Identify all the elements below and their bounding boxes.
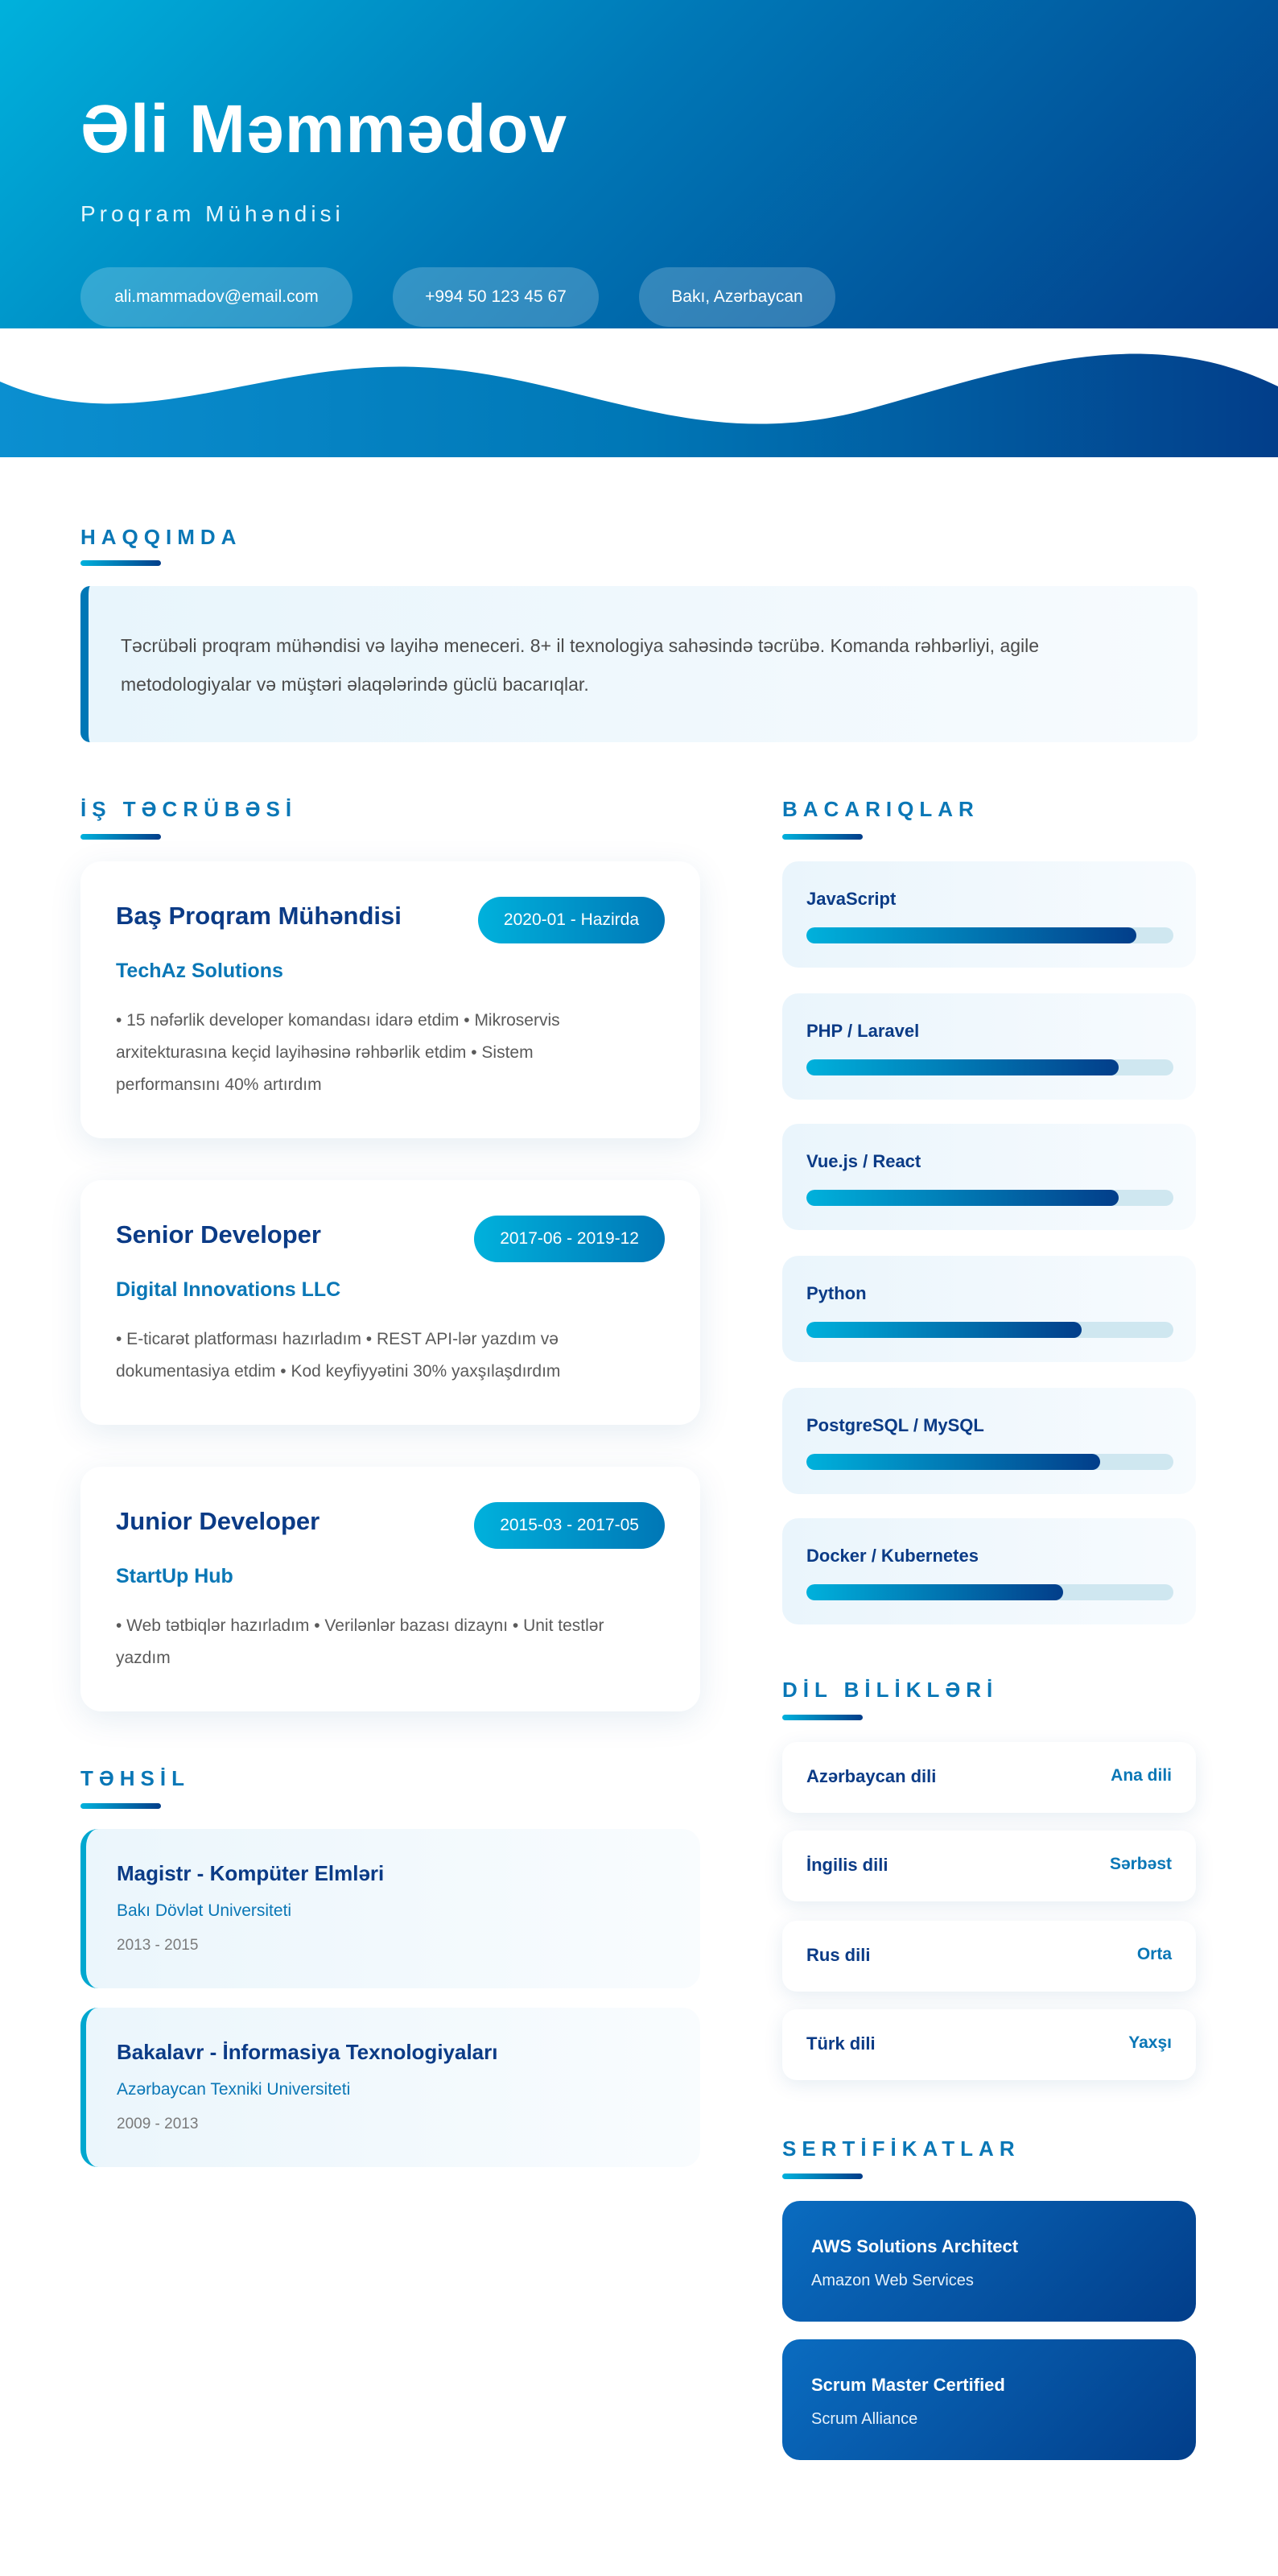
skill-bar-track [806,927,1173,943]
language-name: Azərbaycan dili [806,1766,937,1786]
language-card [782,1921,1196,1992]
section-underline [80,1803,161,1809]
certificate-card [782,2339,1196,2460]
education-school: Azərbaycan Texniki Universiteti [117,2080,351,2099]
skill-card [782,1518,1196,1624]
job-title: Proqram Mühəndisi [80,201,344,226]
skill-name: PostgreSQL / MySQL [806,1415,984,1435]
education-years: 2013 - 2015 [117,1937,199,1954]
experience-company: TechAz Solutions [116,960,283,982]
skill-name: PHP / Laravel [806,1021,920,1041]
experience-date-badge: 2017-06 - 2019-12 [474,1216,665,1262]
experience-description: • Web tətbiqlər hazırladım • Verilənlər bazası dizaynı • Unit testlər yazdım [116,1616,604,1667]
experience-card [80,1467,700,1711]
language-level: Yaxşı [1128,2033,1172,2052]
section-title-experience: İŞ TƏCRÜBƏSİ [80,797,298,821]
education-degree: Bakalavr - İnformasiya Texnologiyaları [117,2040,498,2064]
education-degree: Magistr - Kompüter Elmləri [117,1861,385,1885]
skill-name: Vue.js / React [806,1151,921,1171]
education-card [80,2008,700,2167]
certificate-issuer: Amazon Web Services [811,2272,974,2289]
skill-bar-fill [806,1190,1119,1206]
section-title-languages: DİL BİLİKLƏRİ [782,1678,999,1702]
certificate-name: AWS Solutions Architect [811,2236,1019,2256]
section-underline [782,1715,863,1720]
section-title-certificates: SERTİFİKATLAR [782,2136,1020,2161]
language-name: İngilis dili [806,1855,888,1875]
skill-card [782,1124,1196,1230]
section-underline [782,834,863,840]
certificate-card [782,2201,1196,2322]
skill-card [782,861,1196,968]
experience-role: Senior Developer [116,1220,321,1249]
certificate-name: Scrum Master Certified [811,2375,1005,2395]
experience-role: Junior Developer [116,1507,320,1535]
certificate-issuer: Scrum Alliance [811,2410,918,2428]
education-school: Bakı Dövlət Universiteti [117,1901,292,1920]
experience-card [80,1180,700,1425]
skill-name: Docker / Kubernetes [806,1546,979,1566]
language-level: Orta [1136,1945,1172,1963]
section-underline [782,2174,863,2179]
section-title-education: TƏHSİL [80,1766,190,1790]
section-title-about: HAQQIMDA [80,525,242,549]
education-years: 2009 - 2013 [117,2116,199,2132]
skill-bar-track [806,1059,1173,1075]
about-text: Təcrübəli proqram mühəndisi və layihə meneceri. 8+ il texnologiya sahəsində təcrübə. Komanda rəhbərliyi, agile metodologiyalar və müştəri əlaqələrində güclü bacarıqlar. [121,635,1040,695]
skill-bar-track [806,1454,1173,1470]
skill-bar-fill [806,927,1136,943]
experience-company: StartUp Hub [116,1565,233,1587]
person-name: Əli Məmmədov [80,91,568,167]
contact-location: Bakı, Azərbaycan [639,267,835,327]
experience-date-badge: 2020-01 - Hazirda [478,897,665,943]
experience-description: • E-ticarət platforması hazırladım • REST API-lər yazdım və dokumentasiya etdim • Kod keyfiyyətini 30% yaxşılaşdırdım [116,1330,561,1381]
skill-bar-fill [806,1454,1100,1470]
section-underline [80,834,161,840]
skill-bar-fill [806,1584,1063,1600]
language-card [782,2009,1196,2080]
skill-bar-track [806,1190,1173,1206]
language-card [782,1831,1196,1901]
experience-company: Digital Innovations LLC [116,1278,341,1301]
skill-card [782,1256,1196,1362]
experience-role: Baş Proqram Mühəndisi [116,902,402,930]
language-card [782,1742,1196,1813]
contact-email[interactable]: ali.mammadov@email.com [80,267,352,327]
skill-card [782,993,1196,1100]
skill-bar-track [806,1584,1173,1600]
skill-card [782,1388,1196,1494]
experience-date-badge: 2015-03 - 2017-05 [474,1502,665,1549]
about-box [80,586,1198,742]
section-title-skills: BACARIQLAR [782,797,979,821]
skill-bar-fill [806,1059,1119,1075]
language-name: Türk dili [806,2033,876,2054]
skill-name: JavaScript [806,889,897,909]
language-name: Rus dili [806,1945,871,1965]
experience-description: • 15 nəfərlik developer komandası idarə etdim • Mikroservis arxitekturasına keçid layihəsinə rəhbərlik etdim • Sistem performansını 40% artırdım [116,1011,560,1094]
skill-bar-track [806,1322,1173,1338]
education-card [80,1829,700,1988]
language-level: Sərbəst [1109,1855,1172,1873]
language-level: Ana dili [1111,1766,1172,1785]
experience-card [80,861,700,1138]
contact-phone[interactable]: +994 50 123 45 67 [393,267,599,327]
skill-name: Python [806,1283,867,1303]
section-underline [80,560,161,566]
header-wave [0,328,1278,457]
skill-bar-fill [806,1322,1082,1338]
